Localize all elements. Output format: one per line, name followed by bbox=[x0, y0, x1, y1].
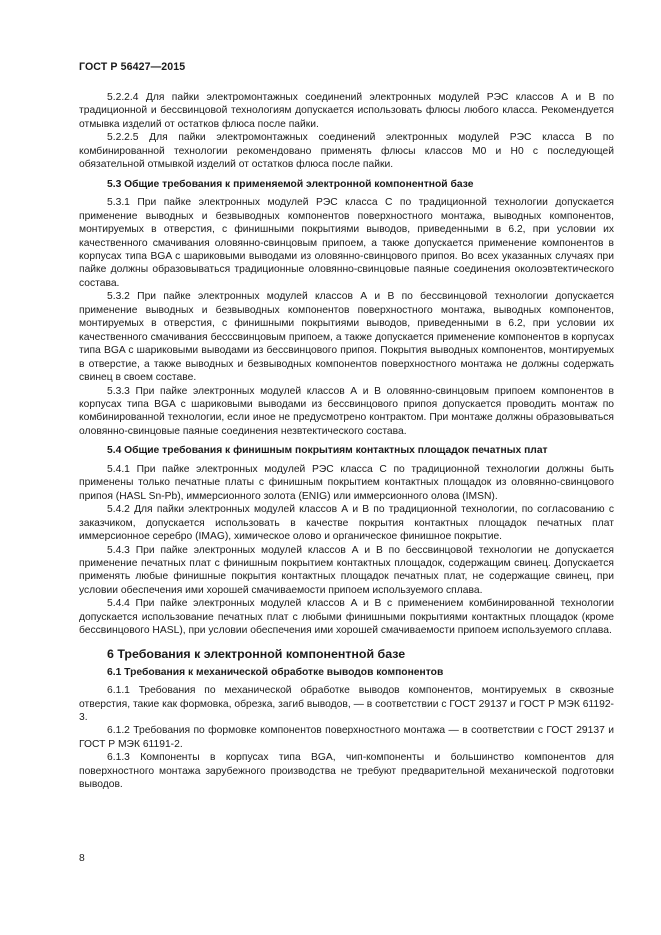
section-heading-6-1: 6.1 Требования к механической обработке выводов компонентов bbox=[107, 666, 444, 678]
paragraph-5-4-4: 5.4.4 При пайке электронных модулей классов А и В с применением комбинированной технологии допускается использование печатных плат с любыми финишными покрытиями контактных площадок (кроме бессвинцового HASL), при условии обеспечения ими хорошей смачиваемости припоем используемого сплава. bbox=[79, 598, 614, 637]
section-heading-5-3: 5.3 Общие требования к применяемой электронной компонентной базе bbox=[107, 178, 474, 190]
paragraph-5-3-1: 5.3.1 При пайке электронных модулей РЭС класса С по традиционной технологии допускается применение выводных и безвыводных компонентов поверхностного монтажа, выводных компонентов, монтируемых в отверстия, с финишными покрытиями выводов, приведенными в 6.2, при условии их качественного смачивания оловянно-свинцовым припоем, а также допускается применение компонентов в корпусах типа BGA с шариковыми выводами из оловянно-свинцового припоя. Во всех указанных случаях при пайке должны образовываться традиционные оловянно-свинцовые паяные соединения околоэвтектического состава. bbox=[79, 197, 614, 289]
paragraph-5-3-3: 5.3.3 При пайке электронных модулей классов А и В оловянно-свинцовым припоем компонентов в корпусах типа BGA с шариковыми выводами из бессвинцового припоя допускается проводить монтаж по комбинированной технологии, если иное не предусмотрено контрактом. При монтаже должны образовываться оловянно-свинцовые паяные соединения незвтектического состава. bbox=[79, 385, 614, 437]
paragraph-6-1-2: 6.1.2 Требования по формовке компонентов поверхностного монтажа — в соответствии с ГОСТ 29137 и ГОСТ Р МЭК 61191-2. bbox=[79, 725, 614, 750]
paragraph-5-4-3: 5.4.3 При пайке электронных модулей классов А и В по бессвинцовой технологии не допускается применение печатных плат с финишным покрытием контактных площадок, содержащим свинец. Допускается применять любые финишные покрытия контактных площадок печатных плат, не содержащие свинец, при условии обеспечения ими хорошей смачиваемости припоем используемого сплава. bbox=[79, 544, 614, 596]
document-code-header: ГОСТ Р 56427—2015 bbox=[79, 61, 186, 73]
page-number: 8 bbox=[79, 853, 85, 864]
paragraph-5-2-2-5: 5.2.2.5 Для пайки электромонтажных соединений электронных модулей РЭС класса В по комбинированной технологии рекомендовано применять флюсы классов М0 и Н0 с последующей обязательной отмывкой изделий от остатков флюса после пайки. bbox=[79, 132, 614, 171]
paragraph-5-4-1: 5.4.1 При пайке электронных модулей РЭС класса С по традиционной технологии должны быть применены только печатные платы с финишным покрытием контактных площадок из оловянно-свинцового припоя (HASL Sn-Pb), иммерсионного золота (ENIG) или иммерсионного олова (IMSN). bbox=[79, 463, 614, 502]
paragraph-6-1-1: 6.1.1 Требования по механической обработке выводов компонентов, монтируемых в сквозные отверстия, такие как формовка, обрезка, загиб выводов, — в соответствии с ГОСТ 29137 и ГОСТ Р МЭК 61192-3. bbox=[79, 685, 614, 724]
paragraph-5-2-2-4: 5.2.2.4 Для пайки электромонтажных соединений электронных модулей РЭС классов А и В по традиционной и бессвинцовой технологиям допускается использовать флюсы любого класса. Рекомендуется отмывка изделий от остатков флюса после пайки. bbox=[79, 92, 614, 130]
section-heading-5-4: 5.4 Общие требования к финишным покрытиям контактных площадок печатных плат bbox=[107, 445, 548, 457]
paragraph-5-4-2: 5.4.2 Для пайки электронных модулей классов А и В по традиционной технологии, по согласованию с заказчиком, допускается использовать в качестве покрытия контактных площадок печатных плат иммерсионное серебро (IMAG), химическое олово и органическое финишное покрытие. bbox=[79, 504, 614, 543]
document-body bbox=[79, 91, 614, 792]
chapter-heading-6: 6 Требования к электронной компонентной базе bbox=[107, 646, 406, 661]
paragraph-5-3-2: 5.3.2 При пайке электронных модулей классов А и В по бессвинцовой технологии допускается применение выводных и безвыводных компонентов поверхностного монтажа, выводных компонентов, монтируемых в отверстия, с финишными покрытиями выводов, приведенными в 6.2, при условии их качественного смачивания бесссвинцовым припоем, а также допускается применение компонентов в корпусах типа BGA с шариковыми выводами из бессвинцового припоя. Покрытия выводных компонентов, монтируемых в отверстие, а также выводных и безвыводных компонентов поверхностного монтажа не должны содержать свинец в своем составе. bbox=[79, 291, 614, 384]
paragraph-6-1-3: 6.1.3 Компоненты в корпусах типа BGA, чип-компоненты и большинство компонентов для поверхностного монтажа зарубежного производства не требуют предварительной механической подготовки выводов. bbox=[79, 752, 614, 791]
